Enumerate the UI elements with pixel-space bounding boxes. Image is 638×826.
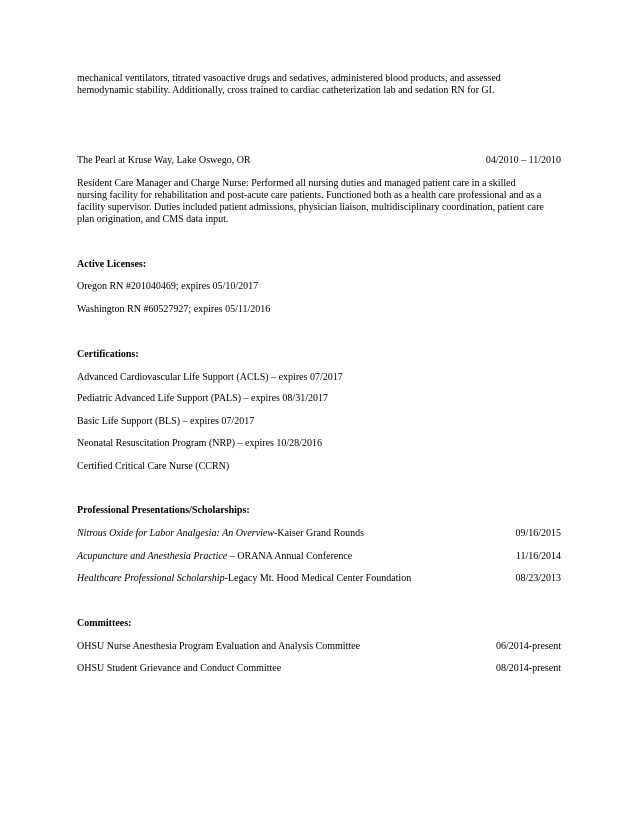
committee-item	[77, 663, 563, 675]
licenses-heading: Active Licenses:	[77, 259, 147, 270]
presentation-title: Acupuncture and Anesthesia Practice	[77, 551, 228, 562]
certification-item: Pediatric Advanced Life Support (PALS) – expires 08/31/2017	[77, 393, 328, 404]
job-desc-line-4: plan origination, and CMS data input.	[77, 214, 229, 225]
committee-date: 08/2014-present	[496, 663, 561, 674]
presentation-date: 11/16/2014	[515, 551, 561, 562]
presentation-venue: -Kaiser Grand Rounds	[274, 528, 365, 539]
certification-item: Certified Critical Care Nurse (CCRN)	[77, 461, 230, 472]
certification-item: Basic Life Support (BLS) – expires 07/2017	[77, 416, 255, 427]
committee-name: OHSU Nurse Anesthesia Program Evaluation and Analysis Committee	[77, 641, 361, 652]
presentation-item	[77, 551, 563, 563]
job-desc-line-2: nursing facility for rehabilitation and post-acute care patients. Functioned both as a health care professional and as a	[77, 190, 542, 201]
presentation-title: Healthcare Professional Scholarship	[77, 573, 225, 584]
certification-item: Advanced Cardiovascular Life Support (ACLS) – expires 07/2017	[77, 372, 343, 383]
presentation-date: 09/16/2015	[515, 528, 561, 539]
certifications-heading: Certifications:	[77, 349, 139, 360]
presentation-venue: -Legacy Mt. Hood Medical Center Foundation	[224, 573, 412, 584]
job-desc-line-3: facility supervisor. Duties included patient admissions, physician liaison, multidisciplinary coordination, patient care	[77, 202, 544, 213]
committees-heading: Committees:	[77, 618, 132, 629]
job-desc-line-1: Resident Care Manager and Charge Nurse: Performed all nursing duties and managed patient care in a skilled	[77, 178, 516, 189]
presentation-item	[77, 528, 563, 540]
committee-name: OHSU Student Grievance and Conduct Committee	[77, 663, 282, 674]
license-item: Washington RN #60527927; expires 05/11/2016	[77, 304, 271, 315]
certification-item: Neonatal Resuscitation Program (NRP) – expires 10/28/2016	[77, 438, 322, 449]
job-dates: 04/2010 – 11/2010	[485, 155, 561, 166]
intro-line-1: mechanical ventilators, titrated vasoactive drugs and sedatives, administered blood products, and assessed	[77, 73, 501, 84]
presentation-title: Nitrous Oxide for Labor Analgesia: An Overview	[77, 528, 275, 539]
job-employer: The Pearl at Kruse Way, Lake Oswego, OR	[77, 155, 251, 166]
presentations-heading: Professional Presentations/Scholarships:	[77, 505, 250, 516]
committee-item	[77, 641, 563, 653]
intro-line-2: hemodynamic stability. Additionally, cross trained to cardiac catheterization lab and sedation RN for GI.	[77, 85, 495, 96]
committee-date: 06/2014-present	[496, 641, 561, 652]
presentation-venue: – ORANA Annual Conference	[227, 551, 353, 562]
job-header	[77, 155, 563, 167]
license-item: Oregon RN #201040469; expires 05/10/2017	[77, 281, 259, 292]
presentation-item	[77, 573, 563, 585]
presentation-date: 08/23/2013	[515, 573, 561, 584]
